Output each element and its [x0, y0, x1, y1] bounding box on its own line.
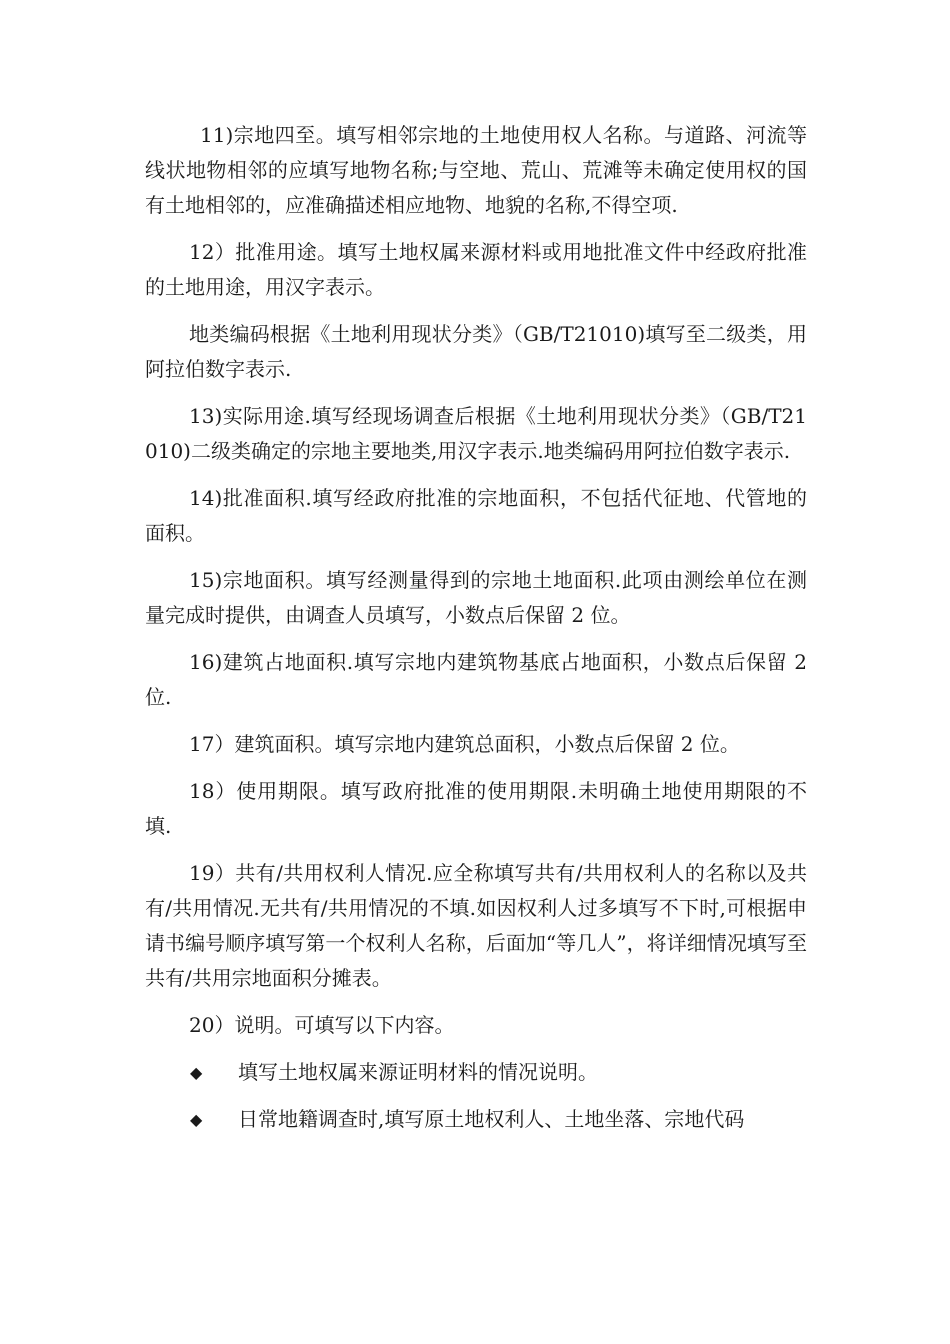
paragraph-14-approved-area: 14)批准面积.填写经政府批准的宗地面积，不包括代征地、代管地的面积。 — [145, 486, 807, 545]
paragraph-11-boundaries: 11)宗地四至。填写相邻宗地的土地使用权人名称。与道路、河流等线状地物相邻的应填写地物名称;与空地、荒山、荒滩等未确定使用权的国有土地相邻的，应准确描述相应地物、地貌的名称,不得空项. — [145, 123, 807, 217]
bullet-text: 日常地籍调查时,填写原土地权利人、土地坐落、宗地代码 — [238, 1107, 745, 1131]
bullet-text: 填写土地权属来源证明材料的情况说明。 — [238, 1060, 598, 1084]
paragraph-15-parcel-area: 15)宗地面积。填写经测量得到的宗地土地面积.此项由测绘单位在测量完成时提供，由调查人员填写，小数点后保留 2 位。 — [145, 568, 807, 627]
bullet-item — [145, 1055, 807, 1090]
paragraph-17-building-area: 17）建筑面积。填写宗地内建筑总面积，小数点后保留 2 位。 — [189, 732, 740, 756]
paragraph-12-approved-use: 12）批准用途。填写土地权属来源材料或用地批准文件中经政府批准的土地用途，用汉字表示。 — [145, 240, 807, 299]
paragraph-20-notes: 20）说明。可填写以下内容。 — [189, 1013, 455, 1037]
bullet-item — [145, 1102, 807, 1137]
paragraph-16-building-footprint: 16)建筑占地面积.填写宗地内建筑物基底占地面积，小数点后保留 2 位. — [145, 650, 807, 709]
paragraph-19-co-owners: 19）共有/共用权利人情况.应全称填写共有/共用权利人的名称以及共有/共用情况.无共有/共用情况的不填.如因权利人过多填写不下时,可根据申请书编号顺序填写第一个权利人名称，后面加“等几人”，将详细情况填写至共有/共用宗地面积分摊表。 — [145, 861, 807, 990]
paragraph-land-class-code: 地类编码根据《土地利用现状分类》（GB/T21010)填写至二级类，用阿拉伯数字表示. — [145, 322, 807, 381]
diamond-bullet-icon: ◆ — [190, 1063, 203, 1082]
paragraph-13-actual-use: 13)实际用途.填写经现场调查后根据《土地利用现状分类》（GB/T21010)二级类确定的宗地主要地类,用汉字表示.地类编码用阿拉伯数字表示. — [145, 404, 807, 463]
diamond-bullet-icon: ◆ — [190, 1110, 203, 1129]
document-body — [145, 118, 807, 1149]
paragraph-18-term: 18）使用期限。填写政府批准的使用期限.未明确土地使用期限的不填. — [145, 779, 807, 838]
